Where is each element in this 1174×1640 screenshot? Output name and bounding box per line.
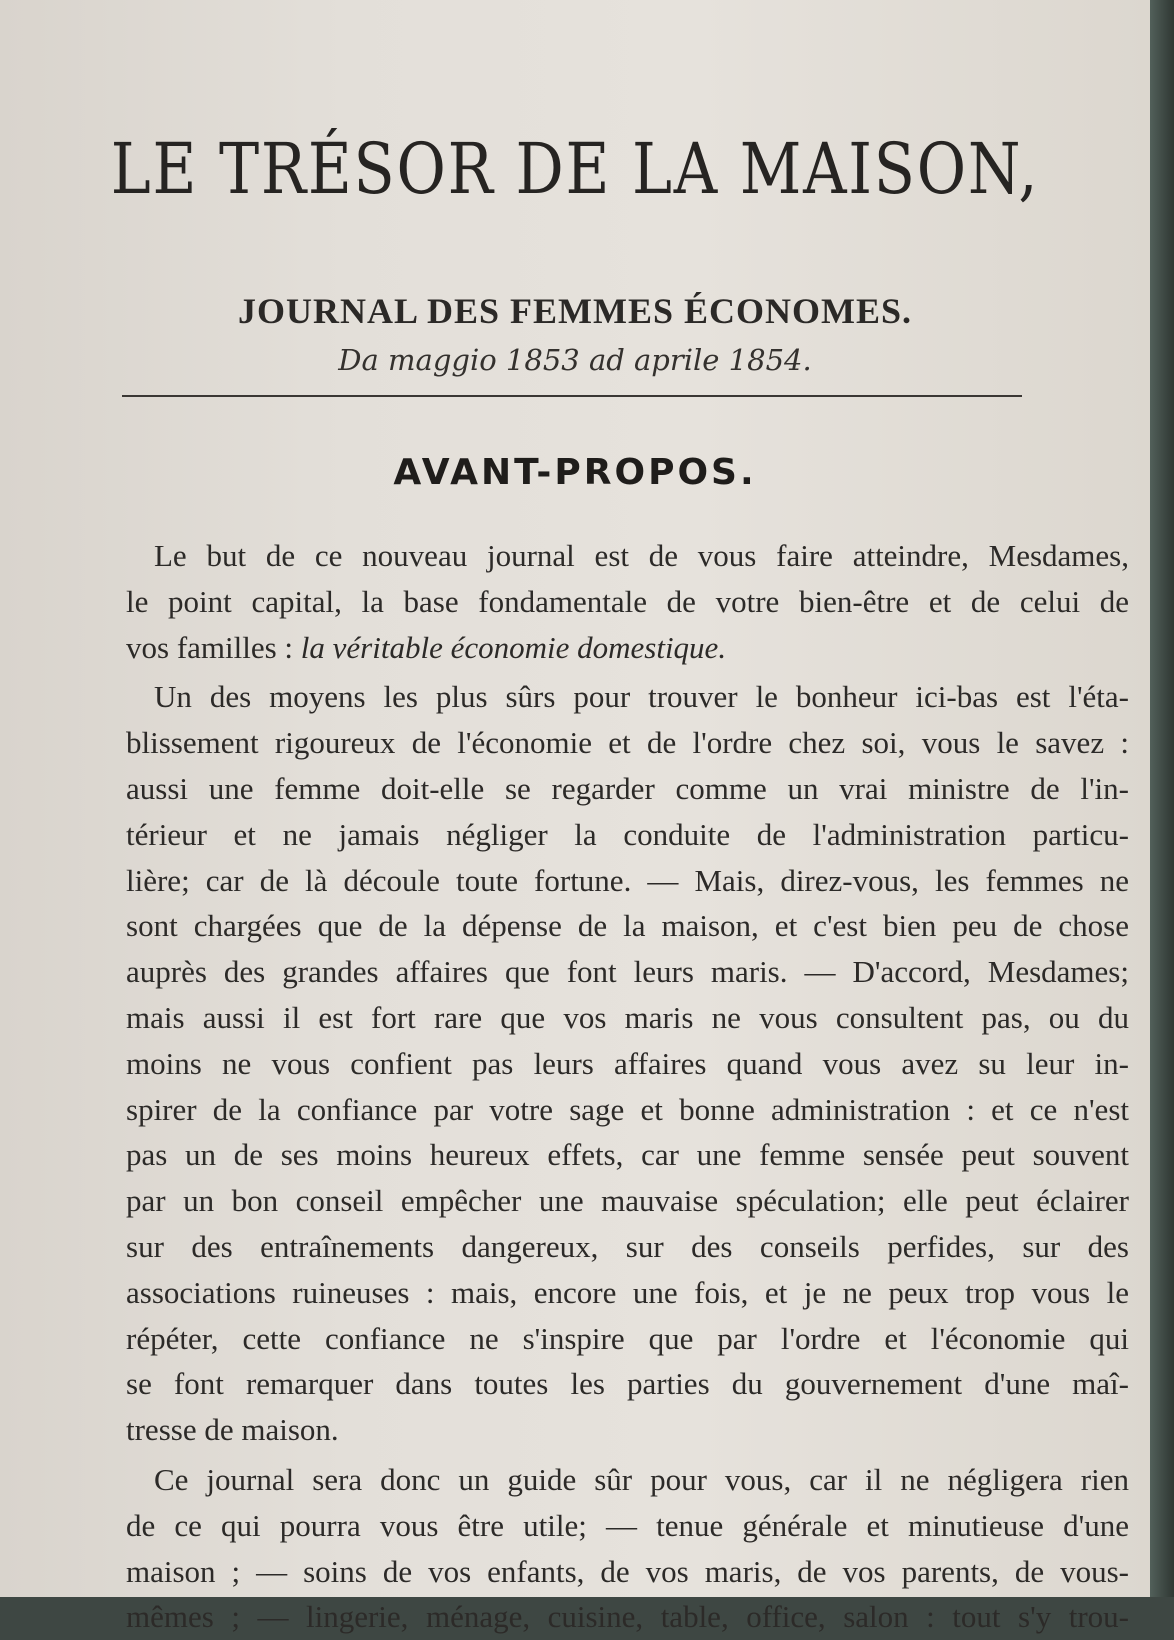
text-line [126, 858, 1129, 904]
text-line [126, 625, 1129, 671]
line-text: par un bon conseil empêcher une mauvaise spéculation; elle peut éclairer [126, 1183, 1129, 1219]
text-line [126, 1503, 1129, 1549]
handwritten-date-note: Da maggio 1853 ad aprile 1854. [338, 343, 812, 377]
text-line [126, 1178, 1129, 1224]
line-text: pas un de ses moins heureux effets, car une femme sensée peut souvent [126, 1137, 1129, 1173]
paragraph [126, 533, 1129, 670]
text-line [126, 1361, 1129, 1407]
line-text: térieur et ne jamais négliger la conduite de l'administration particu- [126, 816, 1129, 852]
journal-title: LE TRÉSOR DE LA MAISON, [110, 128, 1040, 210]
text-line [126, 1407, 1129, 1453]
article-body [126, 533, 1129, 1640]
text-line [126, 1594, 1129, 1640]
line-text: Ce journal sera donc un guide sûr pour vous, car il ne négligera rien [154, 1461, 1129, 1497]
line-text: lière; car de là découle toute fortune. — Mais, direz-vous, les femmes ne [126, 862, 1129, 898]
line-text: moins ne vous confient pas leurs affaires quand vous avez su leur in- [126, 1045, 1129, 1081]
text-line [154, 533, 1129, 579]
line-text: sur des entraînements dangereux, sur des conseils perfides, sur des [126, 1228, 1129, 1264]
section-heading: AVANT-PROPOS. [393, 452, 757, 493]
line-text: associations ruineuses : mais, encore une fois, et je ne peux trop vous le [126, 1274, 1129, 1310]
line-text: se font remarquer dans toutes les parties du gouvernement d'une maî- [126, 1366, 1129, 1402]
text-line [126, 1549, 1129, 1595]
line-text: sont chargées que de la dépense de la maison, et c'est bien peu de chose [126, 908, 1129, 944]
text-line [126, 720, 1129, 766]
line-text: auprès des grandes affaires que font leurs maris. — D'accord, Mesdames; [126, 954, 1129, 990]
text-line [126, 766, 1129, 812]
line-text: maison ; — soins de vos enfants, de vos maris, de vos parents, de vous- [126, 1553, 1129, 1589]
text-line [154, 1457, 1129, 1503]
line-text: le point capital, la base fondamentale de votre bien-être et de celui de [126, 583, 1129, 619]
paragraph [126, 674, 1129, 1453]
line-text: Le but de ce nouveau journal est de vous faire atteindre, Mesdames, [154, 538, 1129, 573]
text-line [126, 1224, 1129, 1270]
text-line [154, 674, 1129, 720]
text-line [126, 995, 1129, 1041]
text-line [126, 903, 1129, 949]
line-text: mêmes ; — lingerie, ménage, cuisine, table, office, salon : tout s'y trou- [126, 1599, 1129, 1635]
text-line [126, 1132, 1129, 1178]
line-text: mais aussi il est fort rare que vos maris ne vous consultent pas, ou du [126, 999, 1129, 1035]
text-line [126, 949, 1129, 995]
page-edge-background [1150, 0, 1174, 1597]
journal-subtitle: JOURNAL DES FEMMES ÉCONOMES. [237, 291, 913, 331]
text-line [126, 579, 1129, 625]
title-divider [122, 395, 1022, 397]
line-text: blissement rigoureux de l'économie et de l'ordre chez soi, vous le savez : [126, 725, 1129, 761]
text-line [126, 1087, 1129, 1133]
line-text: vos familles : [126, 629, 301, 665]
line-text: aussi une femme doit-elle se regarder comme un vrai ministre de l'in- [126, 770, 1129, 806]
line-text: spirer de la confiance par votre sage et bonne administration : et ce n'est [126, 1091, 1129, 1127]
text-line [126, 1270, 1129, 1316]
text-line [126, 812, 1129, 858]
italic-phrase: la véritable économie domestique. [300, 629, 727, 665]
line-text: tresse de maison. [126, 1412, 339, 1448]
text-line [126, 1316, 1129, 1362]
line-text: de ce qui pourra vous être utile; — tenue générale et minutieuse d'une [126, 1507, 1129, 1543]
paragraph [126, 1457, 1129, 1640]
line-text: Un des moyens les plus sûrs pour trouver le bonheur ici-bas est l'éta- [154, 679, 1129, 715]
line-text: répéter, cette confiance ne s'inspire que par l'ordre et l'économie qui [126, 1320, 1129, 1356]
text-line [126, 1041, 1129, 1087]
